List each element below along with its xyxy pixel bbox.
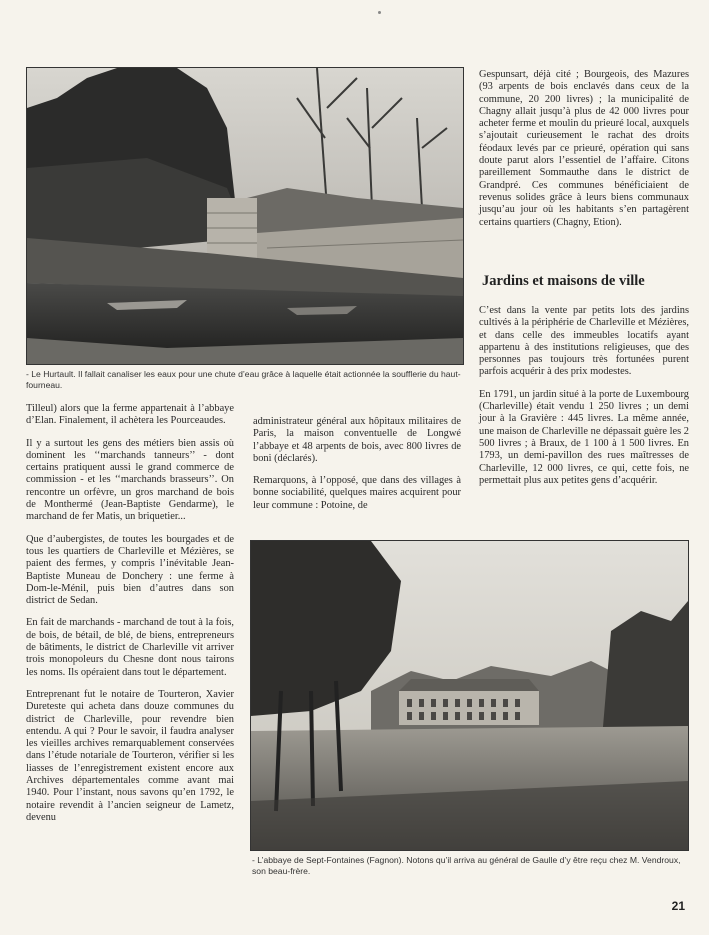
photo-hurtault-caption: - Le Hurtault. Il fallait canaliser les eaux pour une chute d’eau grâce à laquelle était actionnée la soufflerie du haut-fourneau. (26, 369, 461, 390)
photo-abbaye (250, 540, 689, 851)
text-column-middle (253, 416, 461, 512)
photo-abbaye-caption: - L’abbaye de Sept-Fontaines (Fagnon). Notons qu’il arriva au général de Gaulle d’y être reçu chez M. Vendroux, son beau-frère. (252, 855, 681, 876)
paragraph: Il y a surtout les gens des métiers bien assis où dominent les ‘‘marchands tanneurs’’ - dont certains pratiquent aussi le grand commerce de commission - et les ‘‘marchands brasseurs’’. On rencontre un orfèvre, un gros marchand de bois de Monthermé (Jean-Baptiste Gendarme), le marchand de fer Matis, un briquetier... (26, 437, 234, 523)
page-number: 21 (671, 899, 685, 913)
paragraph: Que d’aubergistes, de toutes les bourgades et de tous les quartiers de Charleville et Mézières, se paient des fermes, y compris l’inévitable Jean-Baptiste Muneau de Donchery : une ferme à Dom-le-Ménil, puis bien d’autres dans son district de Sedan. (26, 533, 234, 607)
paragraph: Remarquons, à l’opposé, que dans des villages à bonne sociabilité, quelques maires acquirent pour leur commune : Potoine, de (253, 475, 461, 511)
photo-abbaye-image (251, 541, 688, 850)
paragraph: Entreprenant fut le notaire de Tourteron, Xavier Dureteste qui acheta dans douze communes du district de Charleville, pour revendre bien entendu. A qui ? Pour le savoir, il faudra analyser les vieilles archives remarquablement conservées dans l’étude notariale de Tourteron, vérifier si les liasses de l’enregistrement existent encore aux Archives départementales comme avant mai 1940. Pour l’instant, nous savons qu’en 1792, le notaire revendit à l’ancien seigneur de Lametz, devenu (26, 688, 234, 823)
text-column-left (26, 403, 234, 824)
paragraph: En fait de marchands - marchand de tout à la fois, de bois, de bétail, de blé, de biens, entrepreneurs de bâtiments, le district de Charleville vit arriver trois monopoleurs du Chesne dont nous tairons les noms. Ils opéraient dans tout le département. (26, 617, 234, 678)
paragraph: administrateur général aux hôpitaux militaires de Paris, la maison conventuelle de Longwé l’abbaye et 48 arpents de bois, avec 800 livres de boni (déclarés). (253, 416, 461, 464)
paragraph: En 1791, un jardin situé à la porte de Luxembourg (Charleville) était vendu 1 250 livres ; un demi jour à la Gravière : 445 livres. La même année, une maison de Charleville ne dépassait guère les 2 500 livres ; à Braux, de 1 100 à 1 500 livres. En 1793, un demi-pavillon des rues maîtresses de Charleville, 12 000 livres, ce qui, cette fois, ne permettait plus aux petites gens d’acquérir. (479, 388, 689, 486)
paragraph: Tilleul) alors que la ferme appartenait à l’abbaye d’Elan. Finalement, il achètera les Pourceaudes. (26, 403, 234, 427)
print-mark (378, 11, 381, 14)
photo-hurtault-image (27, 68, 463, 364)
photo-hurtault (26, 67, 464, 365)
text-column-right-middle (479, 305, 689, 487)
text-column-right-top (479, 69, 689, 229)
section-heading: Jardins et maisons de ville (482, 273, 645, 289)
paragraph: C’est dans la vente par petits lots des jardins cultivés à la périphérie de Charleville et Mézières, et dans celle des immeubles locatifs ayant appartenu à des institutions religieuses, que des personnes pas toujours très fortunées purent parfois acquérir à des prix modestes. (479, 305, 689, 378)
paragraph: Gespunsart, déjà cité ; Bourgeois, des Mazures (93 arpents de bois enclavés dans ceux de la commune, 20 200 livres) ; la municipalité de Chagny allait jusqu’à plus de 42 000 livres pour acheter ferme et moulin du prieuré local, auxquels s’ajoutait curieusement le rachat des droits féodaux levés par ce prieuré, opération qui sans doute parut alors l’essentiel de l’affaire. Citons pareillement Sommauthe dans le district de Grandpré. Ces communes bénéficiaient de revenus solides grâce à leurs biens communaux jusqu’au jour où les habitants s’en partagèrent certains quartiers (Chagny, Etion). (479, 69, 689, 228)
